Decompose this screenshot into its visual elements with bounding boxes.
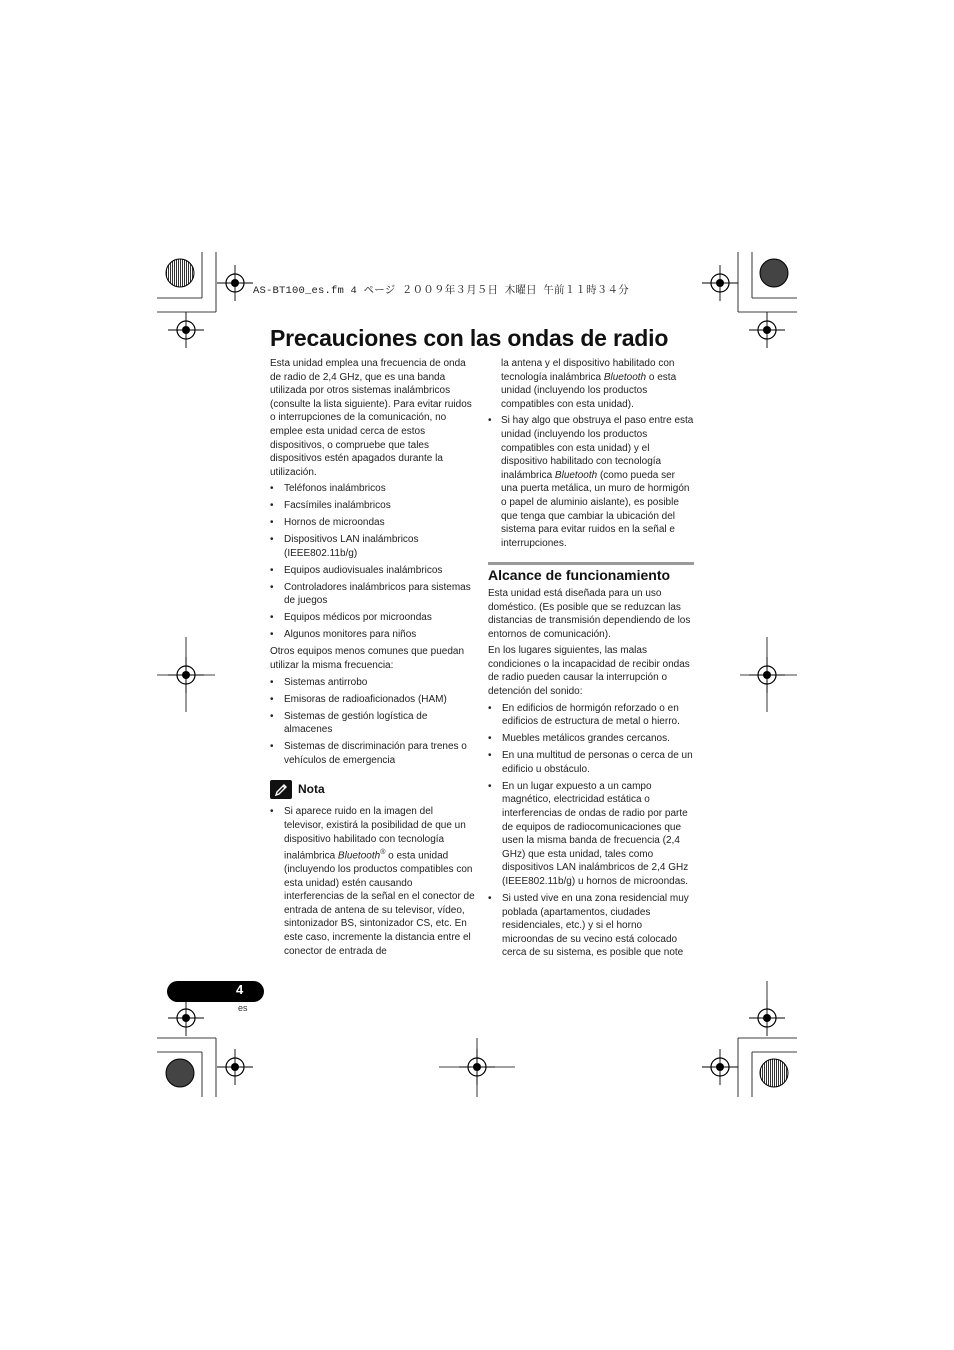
list-item: • En edificios de hormigón reforzado o en edificios de estructura de metal o hierro. [488, 702, 694, 729]
list-item: • Hornos de microondas [270, 516, 475, 530]
list-item: • Muebles metálicos grandes cercanos. [488, 732, 694, 746]
note-text-start: Si aparece ruido en la imagen del televisor, existirá la posibilidad de que un dispositivo habilitado con tecnología inalámbrica [284, 806, 466, 862]
note-label: Nota [298, 782, 325, 797]
obstruction-text-start: Si hay algo que obstruya el paso entre esta unidad (incluyendo los productos compatibles con esta unidad) y el dispositivo habilitado con tecnología inalámbrica [501, 415, 694, 481]
continuation-text-start: la antena y el dispositivo habilitado con tecnología inalámbrica [501, 358, 675, 383]
list-item: • Equipos audiovisuales inalámbricos [270, 564, 475, 578]
note-continuation [488, 357, 694, 550]
list-item: • Equipos médicos por microondas [270, 611, 475, 625]
intro-paragraph: Esta unidad emplea una frecuencia de onda de radio de 2,4 GHz, que es una banda utilizada por otros sistemas inalámbricos (consulte la lista siguiente). Para evitar ruidos o interrupciones de la comunicación, no emplee esta unidad cerca de estos dispositivos, o compruebe que tales dispositivos estén apagados durante la utilización. [270, 358, 472, 478]
list-item: • Dispositivos LAN inalámbricos (IEEE802.11b/g) [270, 533, 475, 560]
list-item: • Algunos monitores para niños [270, 628, 475, 642]
range-paragraph-1: Esta unidad está diseñada para un uso doméstico. (Es posible que se reduzcan las distancias de transmisión dependiendo de los entornos de comunicación). [488, 587, 691, 640]
range-paragraph-2: En los lugares siguientes, las malas condiciones o la incapacidad de recibir ondas de radio pueden causar la interrupción o detención del sonido: [488, 645, 690, 698]
note-heading [270, 780, 475, 799]
page-title: Precauciones con las ondas de radio [270, 325, 669, 351]
note-item [270, 805, 475, 958]
list-item: • En una multitud de personas o cerca de un edificio u obstáculo. [488, 749, 694, 776]
bluetooth-term: Bluetooth [603, 371, 647, 383]
section-title: Alcance de funcionamiento [488, 567, 671, 584]
note-list [270, 805, 475, 958]
starburst-mark-tr [760, 259, 788, 287]
language-code: es [238, 1003, 248, 1013]
right-column [488, 357, 694, 963]
list-item: • En un lugar expuesto a un campo magnético, electricidad estática o interferencias de ondas de radio por parte de equipos de radiocomunicaciones que usen la misma banda de frecuencia (2,4 GHz) que esta unidad, tales como dispositivos LAN inalámbricos de 2,4 GHz (IEEE802.11b/g) u hornos de microondas. [488, 780, 694, 889]
bluetooth-term: Bluetooth [554, 469, 598, 481]
continuation-text-end: o esta unidad (incluyendo los productos compatibles con esta unidad). [501, 371, 677, 410]
list-item: • Teléfonos inalámbricos [270, 482, 475, 496]
note-text-end: o esta unidad (incluyendo los productos compatibles con esta unidad) estén causando interferencias de la señal en el conector de entrada de antena de su televisor, vídeo, sintonizador BS, sintonizador CS, etc. En este caso, incremente la distancia entre el conector de entrada de [284, 850, 475, 957]
list-item: • Sistemas de gestión logística de almacenes [270, 710, 475, 737]
starburst-mark-br [760, 1059, 788, 1087]
pencil-note-icon [270, 780, 292, 799]
list-item: • Sistemas de discriminación para trenes o vehículos de emergencia [270, 740, 475, 767]
page-number: 4 [236, 982, 244, 997]
section-divider [488, 562, 694, 565]
left-column [270, 357, 475, 962]
starburst-mark-bl [166, 1059, 194, 1087]
registration-mark [217, 1049, 253, 1085]
note-list-continued [488, 414, 694, 550]
registered-mark: ® [380, 849, 386, 857]
registration-mark [217, 265, 253, 301]
registration-mark [168, 312, 204, 348]
places-list [488, 702, 694, 960]
list-item: • Sistemas antirrobo [270, 676, 475, 690]
list-item: • Si usted vive en una zona residencial muy poblada (apartamentos, ciudades residenciales, etc.) y si el horno microondas de su vecino está colocado cerca de su sistema, es posible que note [488, 892, 694, 960]
note-item [488, 414, 694, 550]
other-device-list [270, 676, 475, 768]
registration-mark [749, 1000, 785, 1036]
obstruction-text-end: (como pueda ser una puerta metálica, un muro de hormigón o papel de aluminio aislante), es posible que tenga que cambiar la ubicación del sistema para evitar ruidos en la señal e interrupciones. [501, 469, 690, 549]
page-number-tab [167, 981, 264, 1002]
list-item: • Controladores inalámbricos para sistemas de juegos [270, 581, 475, 608]
other-devices-intro: Otros equipos menos comunes que puedan utilizar la misma frecuencia: [270, 646, 465, 671]
registration-mark [702, 265, 738, 301]
bluetooth-term: Bluetooth [337, 850, 381, 862]
list-item: • Facsímiles inalámbricos [270, 499, 475, 513]
registration-mark [168, 1000, 204, 1036]
device-list [270, 482, 475, 642]
starburst-mark-tl [166, 259, 194, 287]
registration-mark [749, 312, 785, 348]
file-header-line: AS-BT100_es.fm 4 ページ ２００９年３月５日 木曜日 午前１１時３４分 [253, 285, 629, 297]
list-item: • Emisoras de radioaficionados (HAM) [270, 693, 475, 707]
note-continuation-text [501, 357, 694, 411]
registration-mark [702, 1049, 738, 1085]
